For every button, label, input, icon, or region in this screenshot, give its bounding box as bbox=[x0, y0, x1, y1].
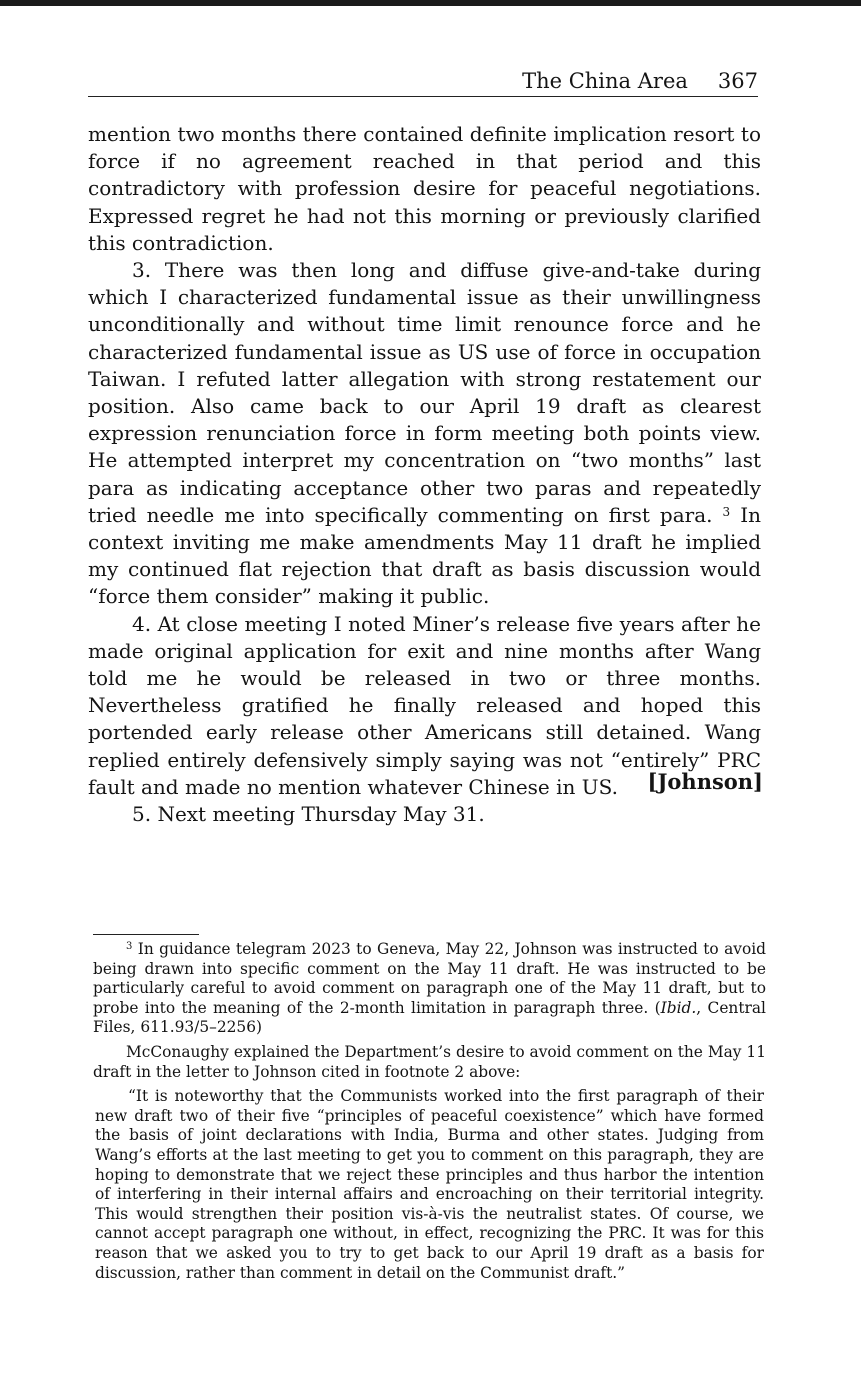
page-top-edge bbox=[0, 0, 861, 6]
running-head-title: The China Area bbox=[522, 69, 688, 93]
running-head bbox=[88, 66, 758, 97]
footnote-3-ibid: Ibid. bbox=[660, 998, 697, 1017]
paragraph-5: 5. Next meeting Thursday May 31. bbox=[132, 802, 485, 827]
signature: [Johnson] bbox=[647, 769, 763, 794]
footnote-3-continuation: McConaughy explained the Department’s desire to avoid comment on the May 11 draft in the letter to Johnson cited in footnote 2 above: bbox=[93, 1042, 766, 1081]
footnote-3-text-a: In guidance telegram 2023 to Geneva, May 22, Johnson was instructed to avoid being drawn into specific comment on the May 11 draft. He was instructed to be particularly careful to avoid comment on paragraph one of the May 11 draft, but to probe into the meaning of the 2-month limitation in paragraph three. ( bbox=[93, 940, 766, 1017]
footnotes bbox=[93, 940, 766, 1283]
footnote-3-text-b: , Central Files, 611.93/5–2256) bbox=[93, 998, 766, 1037]
page-number: 367 bbox=[717, 69, 758, 93]
footnote-3 bbox=[93, 940, 766, 1038]
footnote-reference-3[interactable]: 3 bbox=[722, 504, 731, 519]
paragraph-3-text-b: In context inviting me make amendments May 11 draft he implied my continued flat rejection that draft as basis discussion would “force them consider” making it public. bbox=[88, 502, 761, 609]
main-text bbox=[88, 121, 761, 828]
footnote-3-marker: 3 bbox=[126, 941, 133, 952]
paragraph-4: 4. At close meeting I noted Miner’s release five years after he made original application for exit and nine months after Wang told me he would be released in two or three months. Nevertheless gratified he finally released and hoped this portended early release other Americans still detained. Wang replied entirely defensively simply saying was not “entirely” PRC fault and made no mention whatever Chinese in US. bbox=[88, 611, 761, 799]
paragraph-continued: mention two months there contained definite implication resort to force if no agreement reached in that period and this contradictory with profession desire for peaceful negotiations. Expressed regret he had not this morning or previously clarified this contradiction. bbox=[88, 122, 761, 255]
paragraph-3-text-a: 3. There was then long and diffuse give-and-take during which I characterized fundamental issue as their unwillingness unconditionally and without time limit renounce force and he characterized fundamental issue as US use of force in occupation Taiwan. I refuted latter allegation with strong restatement our position. Also came back to our April 19 draft as clearest expression renunciation force in form meeting both points view. He attempted interpret my concentration on “two months” last para as indicating acceptance other two paras and repeatedly tried needle me into specifically commenting on first para. bbox=[88, 258, 761, 527]
footnote-3-quotation: “It is noteworthy that the Communists worked into the first paragraph of their new draft two of their five “principles of peaceful coexistence” which have formed the basis of joint declarations with India, Burma and other states. Judging from Wang’s efforts at the last meeting to get you to comment on this paragraph, they are hoping to demonstrate that we reject these principles and thus harbor the intention of interfering in their internal affairs and encroaching on their territorial integrity. This would strengthen their position vis-à-vis the neutralist states. Of course, we cannot accept paragraph one without, in effect, recognizing the PRC. It was for this reason that we asked you to try to get back to our April 19 draft as a basis for discussion, rather than comment in detail on the Communist draft.” bbox=[95, 1087, 764, 1282]
paragraph-3 bbox=[88, 257, 761, 611]
footnote-divider bbox=[93, 934, 199, 935]
